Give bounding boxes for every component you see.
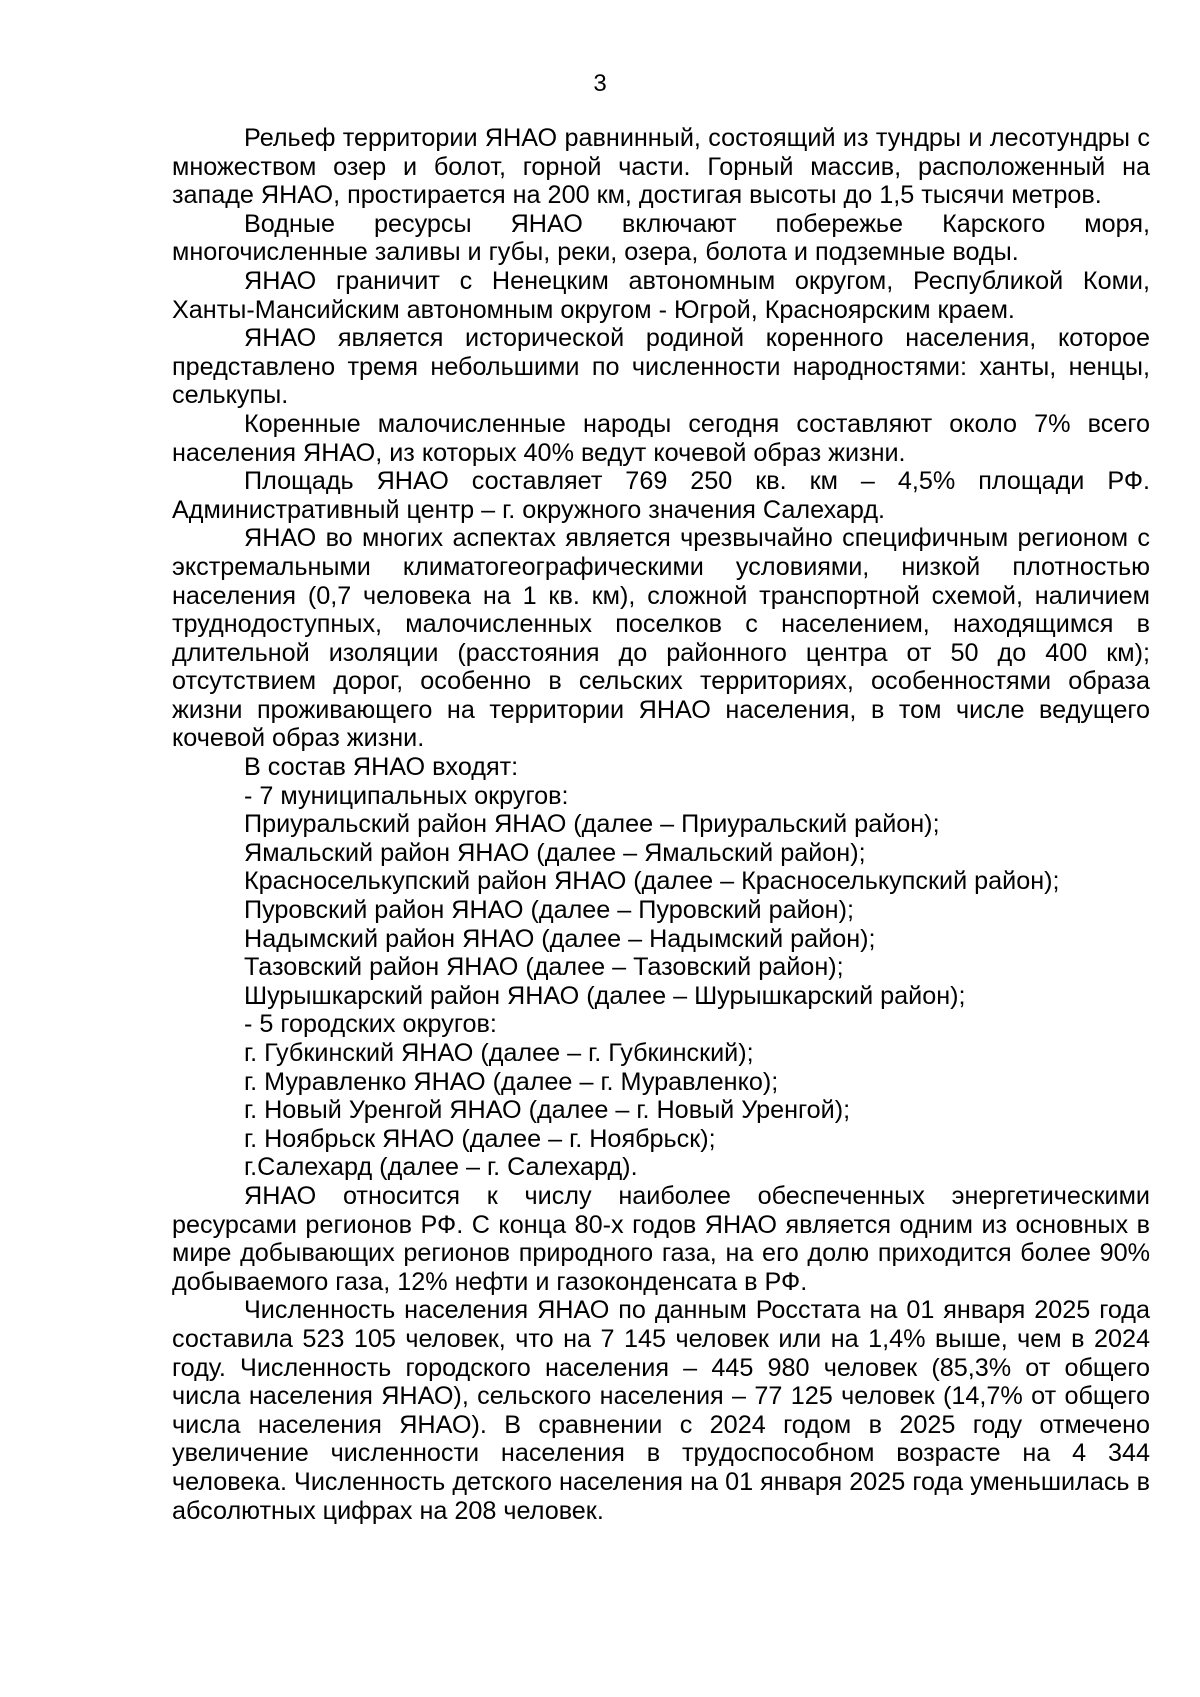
composition-intro: В состав ЯНАО входят: <box>244 753 519 782</box>
list-item: г. Ноябрьск ЯНАО (далее – г. Ноябрьск); <box>244 1124 716 1153</box>
paragraph-indigenous-share: Коренные малочисленные народы сегодня составляют около 7% всего населения ЯНАО, из которых 40% ведут кочевой образ жизни. <box>172 409 1150 467</box>
paragraph-relief: Рельеф территории ЯНАО равнинный, состоящий из тундры и лесотундры с множеством озер и болот, горной части. Горный массив, расположенный на западе ЯНАО, простирается на 200 км, достигая высоты до 1,5 тысячи метров. <box>172 124 1150 210</box>
list-item: г. Новый Уренгой ЯНАО (далее – г. Новый Уренгой); <box>244 1096 851 1125</box>
list-item: г. Муравленко ЯНАО (далее – г. Муравленко); <box>244 1067 779 1096</box>
list-item: Шурышкарский район ЯНАО (далее – Шурышкарский район); <box>244 981 966 1010</box>
paragraph-population: Численность населения ЯНАО по данным Росстата на 01 января 2025 года составила 523 105 человек, что на 7 145 человек или на 1,4% выше, чем в 2024 году. Численность городского населения – 445 980 человек (85,3% от общего числа населения ЯНАО), сельского населения – 77 125 человек (14,7% от общего числа населения ЯНАО). В сравнении с 2024 годом в 2025 году отмечено увеличение численности населения в трудоспособном возрасте на 4 344 человека. Численность детского населения на 01 января 2025 года уменьшилась в абсолютных цифрах на 208 человек. <box>172 1296 1150 1525</box>
paragraph-specifics: ЯНАО во многих аспектах является чрезвычайно специфичным регионом с экстремальными климатогеографическими условиями, низкой плотностью населения (0,7 человека на 1 кв. км), сложной транспортной схемой, наличием труднодоступных, малочисленных поселков с населением, находящимся в длительной изоляции (расстояния до районного центра от 50 до 400 км); отсутствием дорог, особенно в сельских территориях, особенностями образа жизни проживающего на территории ЯНАО населения, в том числе ведущего кочевой образ жизни. <box>172 524 1150 753</box>
list-item: Красноселькупский район ЯНАО (далее – Красноселькупский район); <box>244 867 1060 896</box>
list-item: Ямальский район ЯНАО (далее – Ямальский район); <box>244 838 866 867</box>
list-item: г.Салехард (далее – г. Салехард). <box>244 1153 638 1182</box>
urban-districts-heading: - 5 городских округов: <box>244 1010 497 1039</box>
list-item: Тазовский район ЯНАО (далее – Тазовский район); <box>244 953 844 982</box>
list-item: Приуральский район ЯНАО (далее – Приуральский район); <box>244 810 940 839</box>
list-item: Надымский район ЯНАО (далее – Надымский район); <box>244 924 876 953</box>
list-item: Пуровский район ЯНАО (далее – Пуровский район); <box>244 896 854 925</box>
page-number: 3 <box>593 70 607 97</box>
municipal-districts-heading: - 7 муниципальных округов: <box>244 781 569 810</box>
paragraph-borders: ЯНАО граничит с Ненецким автономным округом, Республикой Коми, Ханты-Мансийским автономным округом - Югрой, Красноярским краем. <box>172 266 1150 324</box>
paragraph-indigenous-homeland: ЯНАО является исторической родиной коренного населения, которое представлено тремя небольшими по численности народностями: ханты, ненцы, селькупы. <box>172 324 1150 410</box>
paragraph-area: Площадь ЯНАО составляет 769 250 кв. км – 4,5% площади РФ. Административный центр – г. окружного значения Салехард. <box>172 467 1150 524</box>
list-item: г. Губкинский ЯНАО (далее – г. Губкинский); <box>244 1039 754 1067</box>
paragraph-water-resources: Водные ресурсы ЯНАО включают побережье Карского моря, многочисленные заливы и губы, реки, озера, болота и подземные воды. <box>172 209 1150 267</box>
paragraph-energy-resources: ЯНАО относится к числу наиболее обеспеченных энергетическими ресурсами регионов РФ. С конца 80-х годов ЯНАО является одним из основных в мире добывающих регионов природного газа, на его долю приходится более 90% добываемого газа, 12% нефти и газоконденсата в РФ. <box>172 1181 1150 1296</box>
document-body <box>172 124 1150 1525</box>
